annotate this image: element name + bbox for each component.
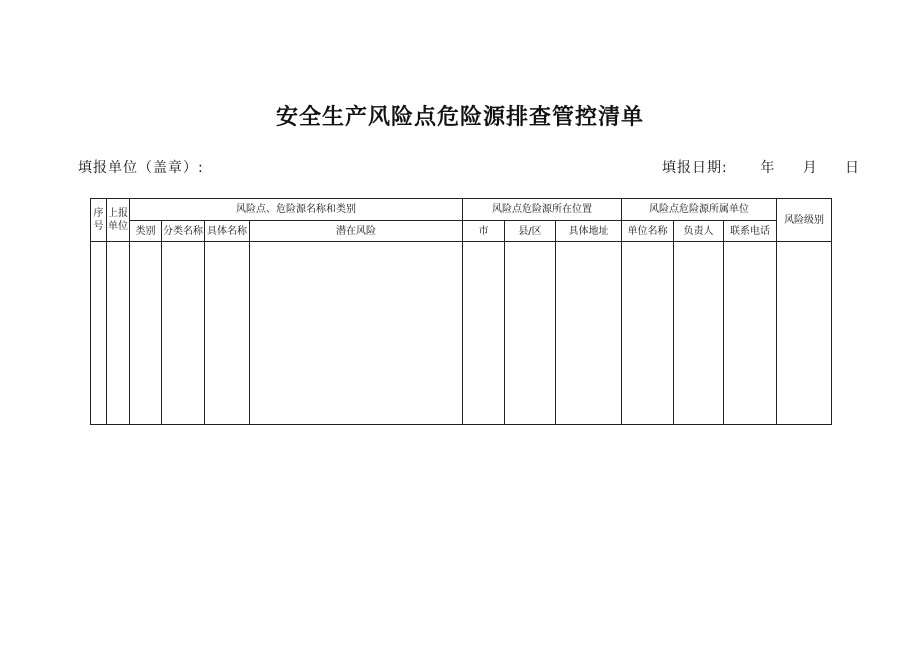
header-phone: 联系电话 [724, 221, 777, 242]
year-label: 年 [760, 160, 776, 176]
header-city: 市 [463, 221, 505, 242]
cell-county[interactable] [505, 242, 556, 425]
header-category: 类别 [130, 221, 162, 242]
cell-city[interactable] [463, 242, 505, 425]
header-risk-level: 风险级别 [777, 199, 832, 242]
header-unit-name: 单位名称 [622, 221, 674, 242]
cell-phone[interactable] [724, 242, 777, 425]
reporting-date-label: 填报日期: [662, 160, 728, 176]
reporting-date-line [662, 157, 860, 177]
header-seq-line2: 号 [93, 221, 104, 232]
day-label: 日 [844, 160, 860, 176]
header-report-unit-line1: 上报 [108, 208, 128, 219]
header-report-unit-line2: 单位 [108, 221, 128, 232]
cell-subcategory[interactable] [162, 242, 205, 425]
risk-checklist-table [90, 198, 832, 425]
cell-category[interactable] [130, 242, 162, 425]
header-county: 县/区 [505, 221, 556, 242]
page-title: 安全生产风险点危险源排查管控清单 [275, 105, 644, 130]
header-seq [91, 199, 107, 242]
header-seq-line1: 序 [93, 208, 104, 219]
cell-report-unit[interactable] [107, 242, 130, 425]
header-group-owner: 风险点危险源所属单位 [622, 199, 777, 221]
reporting-unit-label: 填报单位（盖章）: [78, 160, 204, 176]
cell-potential-risk[interactable] [250, 242, 463, 425]
cell-unit-name[interactable] [622, 242, 674, 425]
header-potential-risk: 潜在风险 [250, 221, 463, 242]
header-report-unit [107, 199, 130, 242]
cell-specific-name[interactable] [205, 242, 250, 425]
cell-address[interactable] [556, 242, 622, 425]
month-label: 月 [802, 160, 818, 176]
cell-responsible[interactable] [674, 242, 724, 425]
header-responsible: 负责人 [674, 221, 724, 242]
header-address: 具体地址 [556, 221, 622, 242]
table-row [91, 242, 832, 425]
header-specific-name: 具体名称 [205, 221, 250, 242]
cell-seq[interactable] [91, 242, 107, 425]
header-group-risk: 风险点、危险源名称和类别 [130, 199, 463, 221]
header-subcategory: 分类名称 [162, 221, 205, 242]
header-group-location: 风险点危险源所在位置 [463, 199, 622, 221]
cell-risk-level[interactable] [777, 242, 832, 425]
